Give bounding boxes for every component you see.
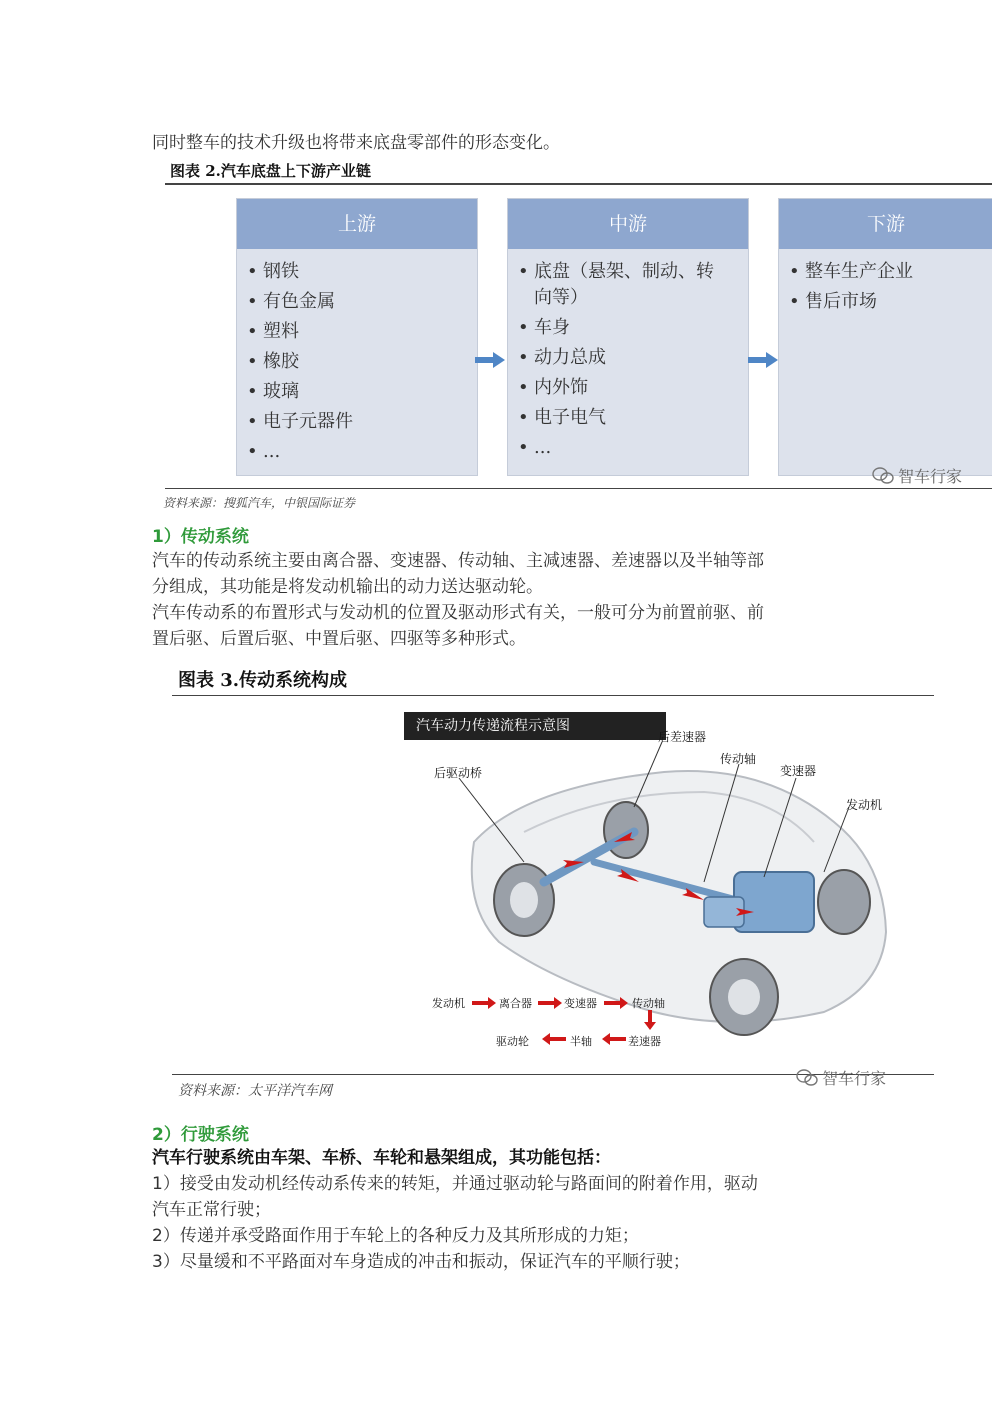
flow-differential: 差速器 [628, 1035, 661, 1048]
list-item: • 车身 [518, 313, 748, 343]
section2-item1-line2: 汽车正常行驶； [152, 1200, 271, 1220]
flow-drive-wheel: 驱动轮 [496, 1035, 529, 1048]
list-item: • 整车生产企业 [789, 257, 992, 287]
flow-driveshaft: 传动轴 [632, 997, 665, 1010]
section1-para2-line2: 置后驱、后置后驱、中置后驱、四驱等多种形式。 [152, 629, 526, 649]
section2-item3: 3）尽量缓和不平路面对车身造成的冲击和振动，保证汽车的平顺行驶； [152, 1252, 690, 1272]
upstream-box [236, 198, 478, 476]
upstream-list [237, 249, 477, 467]
list-item: • 底盘（悬架、制动、转向等） [518, 257, 724, 313]
section2-intro: 汽车行驶系统由车架、车桥、车轮和悬架组成，其功能包括： [152, 1148, 611, 1168]
right-arrow-icon [475, 352, 505, 368]
section2-item1-line1: 1）接受由发动机经传动系传来的转矩，并通过驱动轮与路面间的附着作用，驱动 [152, 1174, 758, 1194]
list-item: • 玻璃 [247, 377, 477, 407]
watermark-text: 智车行家 [898, 467, 963, 486]
list-item: • 橡胶 [247, 347, 477, 377]
list-item: • ... [518, 433, 748, 463]
watermark [872, 464, 962, 487]
figure2-caption: 图表 2.汽车底盘上下游产业链 [170, 162, 371, 180]
transmission-diagram [404, 712, 944, 1058]
figure3-caption: 图表 3.传动系统构成 [178, 670, 348, 691]
diagram-title: 汽车动力传递流程示意图 [404, 712, 666, 740]
section2-heading: 2）行驶系统 [152, 1125, 249, 1145]
right-arrow-icon [748, 352, 778, 368]
flow-gearbox: 变速器 [564, 997, 597, 1010]
figure2-source: 资料来源：搜狐汽车，中银国际证券 [163, 496, 356, 510]
section1-heading: 1）传动系统 [152, 527, 249, 547]
intro-text: 同时整车的技术升级也将带来底盘零部件的形态变化。 [152, 133, 560, 153]
flow-half-shaft: 半轴 [570, 1035, 592, 1048]
downstream-list [779, 249, 992, 317]
label-driveshaft: 传动轴 [720, 752, 757, 766]
label-rear-axle: 后驱动桥 [434, 766, 483, 780]
list-item: • 钢铁 [247, 257, 477, 287]
downstream-title: 下游 [779, 199, 992, 249]
label-gearbox: 变速器 [780, 764, 817, 778]
list-item: • ... [247, 437, 477, 467]
section1-para2-line1: 汽车传动系的布置形式与发动机的位置及驱动形式有关，一般可分为前置前驱、前 [152, 603, 764, 623]
midstream-title: 中游 [508, 199, 748, 249]
section1-para1-line1: 汽车的传动系统主要由离合器、变速器、传动轴、主减速器、差速器以及半轴等部 [152, 551, 764, 571]
list-item: • 有色金属 [247, 287, 477, 317]
list-item: • 售后市场 [789, 287, 992, 317]
list-item: • 电子元器件 [247, 407, 477, 437]
figure3-top-rule [172, 695, 934, 696]
label-engine: 发动机 [846, 798, 883, 812]
section2-item2: 2）传递并承受路面作用于车轮上的各种反力及其所形成的力矩； [152, 1226, 639, 1246]
list-item: • 动力总成 [518, 343, 748, 373]
figure2-bottom-rule [165, 488, 992, 489]
list-item: • 塑料 [247, 317, 477, 347]
figure2-top-rule [165, 183, 992, 185]
list-item: • 电子电气 [518, 403, 748, 433]
midstream-box [507, 198, 749, 476]
figure3-source: 资料来源：太平洋汽车网 [178, 1083, 332, 1099]
section1-para1-line2: 分组成，其功能是将发动机输出的动力送达驱动轮。 [152, 577, 543, 597]
upstream-title: 上游 [237, 199, 477, 249]
car-illustration [404, 712, 944, 1058]
downstream-box [778, 198, 992, 476]
midstream-list [508, 249, 748, 463]
list-item: • 内外饰 [518, 373, 748, 403]
flow-clutch: 离合器 [499, 997, 532, 1010]
wechat-icon [796, 1069, 818, 1087]
wechat-icon [872, 467, 894, 485]
flow-engine: 发动机 [432, 997, 465, 1010]
label-rear-differential: 后差速器 [658, 730, 707, 744]
watermark [796, 1066, 886, 1089]
watermark-text: 智车行家 [822, 1069, 887, 1088]
